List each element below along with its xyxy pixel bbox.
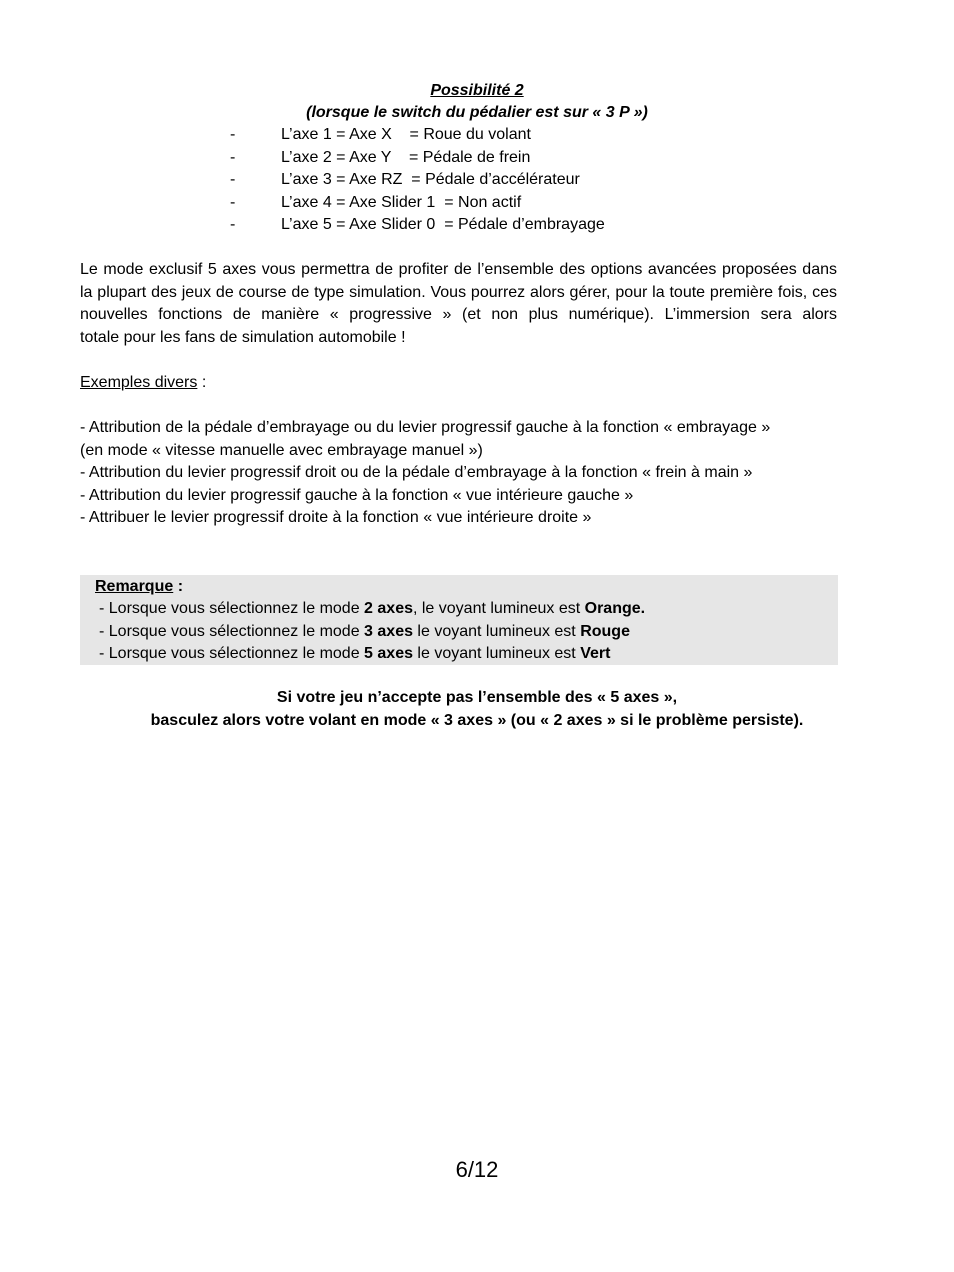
- example-item: - Attribution du levier progressif gauche à la fonction « vue intérieure gauche »: [80, 486, 634, 504]
- remark-box: [80, 575, 838, 665]
- remark-line-middle: le voyant lumineux est: [412, 645, 581, 662]
- remark-light-color: Vert: [580, 645, 611, 662]
- axis-text: L’axe 4 = Axe Slider 1 = Non actif: [281, 193, 522, 211]
- remark-line: [99, 643, 645, 666]
- remark-title-suffix: :: [173, 578, 184, 595]
- list-dash: -: [230, 171, 236, 188]
- remark-line-middle: le voyant lumineux est: [412, 622, 581, 640]
- example-item: - Attribution de la pédale d’embrayage ou du levier progressif gauche à la fonction « embrayage »: [80, 419, 771, 436]
- paragraph-line: totale pour les fans de simulation automobile !: [80, 328, 406, 346]
- remark-lines: [99, 598, 645, 666]
- paragraph-line: nouvelles fonctions de manière « progressive » (et non plus numérique). L’immersion sera alors: [80, 306, 837, 323]
- axis-item: [230, 147, 605, 170]
- section-subtitle: (lorsque le switch du pédalier est sur « 3 P »): [306, 104, 648, 121]
- final-note-line-2: basculez alors votre volant en mode « 3 axes » (ou « 2 axes » si le problème persiste).: [150, 712, 804, 729]
- axes-list: [230, 124, 605, 237]
- axis-item: [230, 124, 605, 147]
- axis-text: L’axe 1 = Axe X = Roue du volant: [281, 126, 531, 143]
- examples-list: [80, 417, 770, 530]
- examples-heading-suffix: :: [197, 374, 207, 391]
- paragraph-line: Le mode exclusif 5 axes vous permettra de profiter de l’ensemble des options avancées proposées dans: [80, 261, 837, 278]
- remark-light-color: Orange.: [584, 600, 646, 617]
- list-dash: -: [230, 193, 236, 211]
- axis-text: L’axe 2 = Axe Y = Pédale de frein: [281, 148, 531, 166]
- remark-line: [99, 598, 645, 621]
- axis-text: L’axe 5 = Axe Slider 0 = Pédale d’embrayage: [281, 216, 605, 233]
- remark-light-color: Rouge: [580, 622, 630, 640]
- remark-mode: 3 axes: [364, 622, 413, 640]
- axis-item: [230, 169, 605, 192]
- page-number: 6/12: [455, 1157, 499, 1182]
- example-item: (en mode « vitesse manuelle avec embrayage manuel »): [80, 441, 483, 459]
- axis-item: [230, 214, 605, 237]
- remark-line-prefix: - Lorsque vous sélectionnez le mode: [99, 600, 365, 617]
- remark-line: [99, 621, 645, 644]
- example-item: - Attribution du levier progressif droit ou de la pédale d’embrayage à la fonction « frein à main »: [80, 464, 753, 481]
- remark-line-prefix: - Lorsque vous sélectionnez le mode: [99, 622, 365, 640]
- axis-item: [230, 192, 605, 215]
- remark-title: [95, 576, 183, 599]
- remark-mode: 5 axes: [364, 645, 413, 662]
- axis-text: L’axe 3 = Axe RZ = Pédale d’accélérateur: [281, 171, 580, 188]
- remark-line-middle: , le voyant lumineux est: [412, 600, 585, 617]
- paragraph-line: la plupart des jeux de course de type simulation. Vous pourrez alors gérer, pour la toute première fois, ces: [80, 283, 837, 301]
- list-dash: -: [230, 126, 236, 143]
- example-item: - Attribuer le levier progressif droite à la fonction « vue intérieure droite »: [80, 509, 592, 526]
- remark-line-prefix: - Lorsque vous sélectionnez le mode: [99, 645, 365, 662]
- list-dash: -: [230, 216, 236, 233]
- final-note-line-1: Si votre jeu n’accepte pas l’ensemble des « 5 axes »,: [276, 689, 678, 706]
- examples-heading: [80, 372, 206, 395]
- remark-title-label: Remarque: [95, 578, 174, 595]
- examples-heading-label: Exemples divers: [80, 374, 198, 391]
- remark-mode: 2 axes: [364, 600, 413, 617]
- body-paragraph: [80, 259, 837, 349]
- list-dash: -: [230, 148, 236, 166]
- section-title: Possibilité 2: [430, 82, 524, 99]
